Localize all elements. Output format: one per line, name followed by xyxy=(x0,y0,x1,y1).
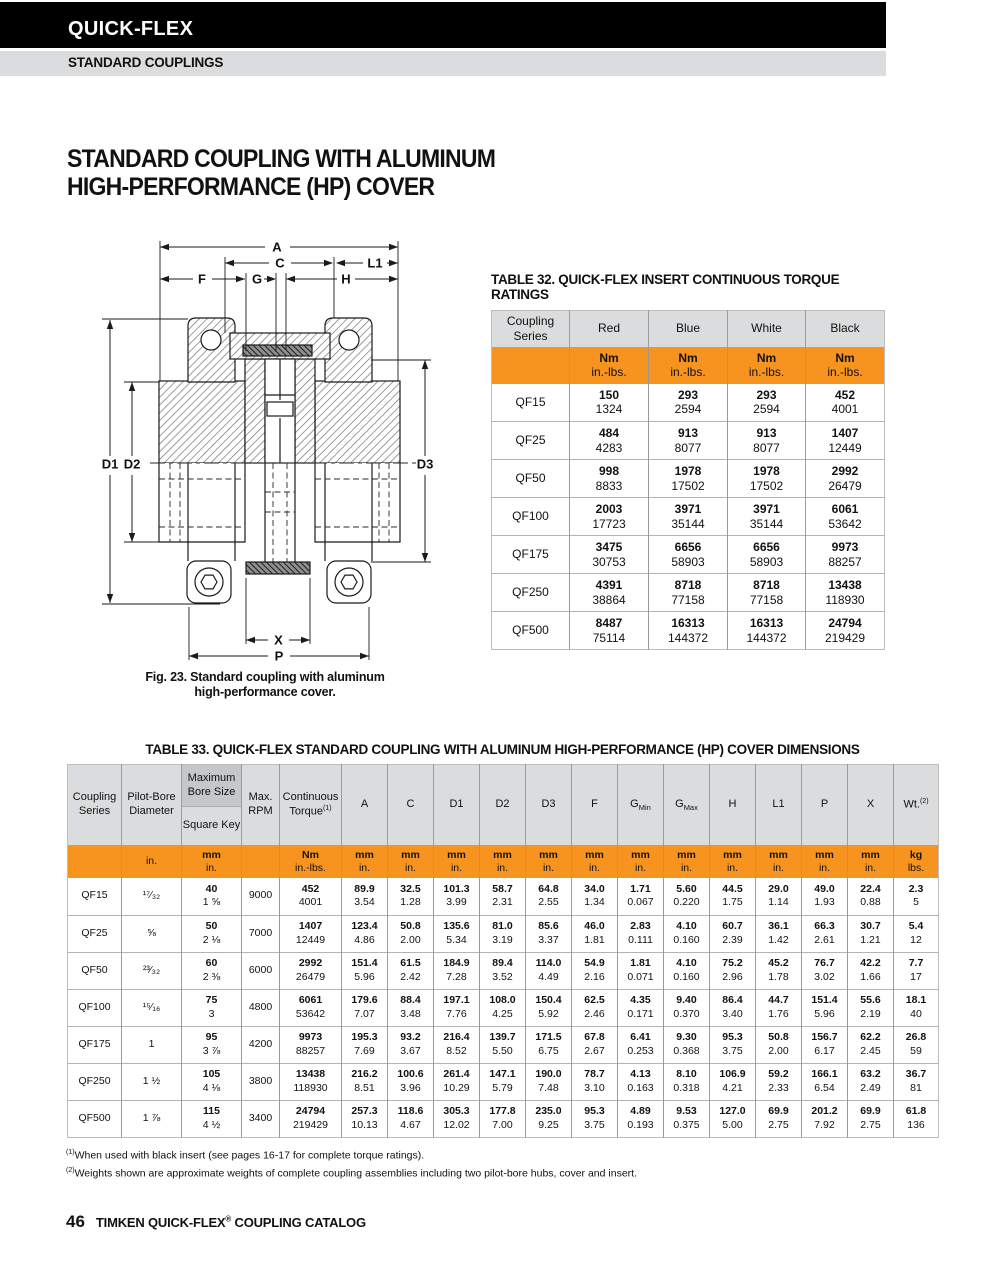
page-title xyxy=(67,146,495,201)
dimension-value-cell: 118.6 4.67 xyxy=(388,1100,434,1137)
dimension-value-cell: 101.3 3.99 xyxy=(434,878,480,915)
dimension-value-cell: 78.7 3.10 xyxy=(572,1063,618,1100)
torque-value-cell: 3971 35144 xyxy=(728,498,806,536)
coupling-series-cell: QF25 xyxy=(81,926,108,939)
torque-value-cell: 8487 75114 xyxy=(570,612,649,650)
dimension-value-cell: 452 4001 xyxy=(280,878,342,915)
units-cell: Nm in.-lbs. xyxy=(806,347,885,384)
dim-label-h: H xyxy=(341,271,351,287)
column-header-dim: D1 xyxy=(434,765,480,846)
dimension-value-cell: 46.0 1.81 xyxy=(572,915,618,952)
dimension-value-cell: 9.53 0.375 xyxy=(664,1100,710,1137)
torque-value-cell: 3475 30753 xyxy=(570,536,649,574)
dim-label-d2: D2 xyxy=(123,456,141,472)
dimension-value-cell: 66.3 2.61 xyxy=(802,915,848,952)
torque-value-cell: 3971 35144 xyxy=(649,498,728,536)
max-rpm-cell: 9000 xyxy=(242,878,280,915)
coupling-diagram xyxy=(60,232,480,668)
pilot-bore-cell: ¹⁵⁄₁₆ xyxy=(122,989,182,1026)
dimension-value-cell: 114.0 4.49 xyxy=(526,952,572,989)
dimension-value-cell: 58.7 2.31 xyxy=(480,878,526,915)
dimension-value-cell: 88.4 3.48 xyxy=(388,989,434,1026)
dim-label-p: P xyxy=(274,648,284,664)
dimension-value-cell: 34.0 1.34 xyxy=(572,878,618,915)
dimension-value-cell: 44.7 1.76 xyxy=(756,989,802,1026)
dimension-row xyxy=(68,1026,939,1063)
dim-label-g: G xyxy=(251,271,263,287)
table-32 xyxy=(491,272,884,650)
units-cell-torque: Nm in.-lbs. xyxy=(280,845,342,878)
dimension-value-cell: 62.2 2.45 xyxy=(848,1026,894,1063)
torque-value-cell: 4391 38864 xyxy=(570,574,649,612)
units-cell-dim: mm in. xyxy=(388,845,434,878)
square-key-label: Square Key xyxy=(182,819,241,832)
dimension-value-cell: 62.5 2.46 xyxy=(572,989,618,1026)
table-33-header-row xyxy=(68,765,939,846)
dimension-value-cell: 261.4 10.29 xyxy=(434,1063,480,1100)
dimension-value-cell: 156.7 6.17 xyxy=(802,1026,848,1063)
column-header-dim: $G_{Min}$ xyxy=(618,765,664,846)
dimension-value-cell: 5.60 0.220 xyxy=(664,878,710,915)
max-rpm-cell: 3400 xyxy=(242,1100,280,1137)
dim-label-c: C xyxy=(275,255,285,271)
dimension-value-cell: 4.89 0.193 xyxy=(618,1100,664,1137)
torque-row xyxy=(492,460,885,498)
column-header-max-bore xyxy=(182,765,242,846)
dimension-value-cell: 123.4 4.86 xyxy=(342,915,388,952)
dim-label-d1: D1 xyxy=(101,456,119,472)
column-header-black: Black xyxy=(806,311,885,347)
torque-value-cell: 293 2594 xyxy=(728,384,806,422)
dimension-value-cell: 139.7 5.50 xyxy=(480,1026,526,1063)
torque-value-cell: 6656 58903 xyxy=(649,536,728,574)
torque-value-cell: 24794 219429 xyxy=(806,612,885,650)
dim-label-l1: L1 xyxy=(367,255,383,271)
pilot-bore-cell: ²³⁄₃₂ xyxy=(122,952,182,989)
dimension-value-cell: 150.4 5.92 xyxy=(526,989,572,1026)
dimension-value-cell: 1.81 0.071 xyxy=(618,952,664,989)
units-cell: Nm in.-lbs. xyxy=(728,347,806,384)
dimension-value-cell: 216.2 8.51 xyxy=(342,1063,388,1100)
column-header-dim: $G_{Max}$ xyxy=(664,765,710,846)
dimension-value-cell: 197.1 7.76 xyxy=(434,989,480,1026)
figure-caption-line2: high-performance cover. xyxy=(194,685,336,699)
dimension-value-cell: 36.1 1.42 xyxy=(756,915,802,952)
torque-value-cell: 13438 118930 xyxy=(806,574,885,612)
dimension-value-cell: 64.8 2.55 xyxy=(526,878,572,915)
column-header-blue: Blue xyxy=(649,311,728,347)
dimension-row xyxy=(68,915,939,952)
units-cell-dim: mm in. xyxy=(664,845,710,878)
dimension-value-cell: 216.4 8.52 xyxy=(434,1026,480,1063)
brand-title: QUICK-FLEX xyxy=(68,18,194,40)
dimension-value-cell: 184.9 7.28 xyxy=(434,952,480,989)
torque-value-cell: 8718 77158 xyxy=(649,574,728,612)
dimension-value-cell: 2992 26479 xyxy=(280,952,342,989)
dimension-value-cell: 235.0 9.25 xyxy=(526,1100,572,1137)
dimension-value-cell: 81.0 3.19 xyxy=(480,915,526,952)
figure-23 xyxy=(60,232,480,668)
dimension-row xyxy=(68,952,939,989)
torque-value-cell: 484 4283 xyxy=(570,422,649,460)
dimension-value-cell: 2.3 5 xyxy=(894,878,939,915)
dimension-value-cell: 63.2 2.49 xyxy=(848,1063,894,1100)
torque-value-cell: 150 1324 xyxy=(570,384,649,422)
dimension-value-cell: 201.2 7.92 xyxy=(802,1100,848,1137)
dimension-value-cell: 7.7 17 xyxy=(894,952,939,989)
max-bore-size-label: Maximum Bore Size xyxy=(182,765,241,807)
pilot-bore-cell: 1 ½ xyxy=(122,1063,182,1100)
torque-row xyxy=(492,536,885,574)
coupling-series-cell: QF25 xyxy=(515,433,546,448)
table-33-title: TABLE 33. QUICK-FLEX STANDARD COUPLING WITH ALUMINUM HIGH-PERFORMANCE (HP) COVER DIMENSIONS xyxy=(145,742,860,757)
dimension-value-cell: 32.5 1.28 xyxy=(388,878,434,915)
torque-value-cell: 6061 53642 xyxy=(806,498,885,536)
units-cell-dim: mm in. xyxy=(756,845,802,878)
dimension-value-cell: 4.35 0.171 xyxy=(618,989,664,1026)
units-cell-bore: mm in. xyxy=(182,845,242,878)
dimension-value-cell: 69.9 2.75 xyxy=(848,1100,894,1137)
coupling-series-cell: QF250 xyxy=(78,1074,111,1087)
column-header-white: White xyxy=(728,311,806,347)
torque-value-cell: 452 4001 xyxy=(806,384,885,422)
column-header-dim: D3 xyxy=(526,765,572,846)
torque-value-cell: 293 2594 xyxy=(649,384,728,422)
torque-value-cell: 1407 12449 xyxy=(806,422,885,460)
coupling-series-cell: QF500 xyxy=(512,623,549,638)
dimension-value-cell: 100.6 3.96 xyxy=(388,1063,434,1100)
footnotes xyxy=(66,1147,637,1182)
dimension-value-cell: 106.9 4.21 xyxy=(710,1063,756,1100)
dimension-value-cell: 89.4 3.52 xyxy=(480,952,526,989)
section-label: STANDARD COUPLINGS xyxy=(68,55,224,70)
dimension-value-cell: 36.7 81 xyxy=(894,1063,939,1100)
dimension-value-cell: 42.2 1.66 xyxy=(848,952,894,989)
units-cell-empty xyxy=(492,347,570,384)
coupling-series-cell: QF250 xyxy=(512,585,549,600)
dimension-value-cell: 4.10 0.160 xyxy=(664,952,710,989)
column-header-dim: F xyxy=(572,765,618,846)
units-cell-empty xyxy=(68,845,122,878)
dimension-value-cell: 75.2 2.96 xyxy=(710,952,756,989)
dimension-value-cell: 69.9 2.75 xyxy=(756,1100,802,1137)
dimension-value-cell: 89.9 3.54 xyxy=(342,878,388,915)
column-header-red: Red xyxy=(570,311,649,347)
max-bore-cell: 60 2 ⅜ xyxy=(182,952,242,989)
dimension-value-cell: 49.0 1.93 xyxy=(802,878,848,915)
table-32-title: TABLE 32. QUICK-FLEX INSERT CONTINUOUS TORQUE RATINGS xyxy=(491,272,840,302)
max-bore-cell: 40 1 ⅝ xyxy=(182,878,242,915)
dimension-value-cell: 190.0 7.48 xyxy=(526,1063,572,1100)
dimension-value-cell: 177.8 7.00 xyxy=(480,1100,526,1137)
units-cell: Nm in.-lbs. xyxy=(570,347,649,384)
dimension-value-cell: 171.5 6.75 xyxy=(526,1026,572,1063)
units-cell-dim: mm in. xyxy=(848,845,894,878)
dimension-value-cell: 30.7 1.21 xyxy=(848,915,894,952)
dimension-value-cell: 26.8 59 xyxy=(894,1026,939,1063)
torque-value-cell: 8718 77158 xyxy=(728,574,806,612)
column-header-dim: H xyxy=(710,765,756,846)
units-cell-pilot-bore: in. xyxy=(122,845,182,878)
dimension-value-cell: 195.3 7.69 xyxy=(342,1026,388,1063)
max-rpm-cell: 4200 xyxy=(242,1026,280,1063)
dimension-value-cell: 8.10 0.318 xyxy=(664,1063,710,1100)
table-32-header-row xyxy=(492,311,885,347)
max-rpm-cell: 7000 xyxy=(242,915,280,952)
column-header-dim: X xyxy=(848,765,894,846)
dimension-value-cell: 1.71 0.067 xyxy=(618,878,664,915)
dimension-value-cell: 50.8 2.00 xyxy=(756,1026,802,1063)
dimension-value-cell: 135.6 5.34 xyxy=(434,915,480,952)
dimension-value-cell: 50.8 2.00 xyxy=(388,915,434,952)
footnote-2: $^{(2)}$Weights shown are approximate weights of complete coupling assemblies including two pilot-bore hubs, cover and insert. xyxy=(66,1166,637,1179)
max-bore-cell: 105 4 ⅛ xyxy=(182,1063,242,1100)
dim-label-d3: D3 xyxy=(416,456,434,472)
dimension-value-cell: 86.4 3.40 xyxy=(710,989,756,1026)
coupling-series-cell: QF50 xyxy=(81,963,108,976)
coupling-series-cell: QF500 xyxy=(78,1111,111,1124)
dim-label-x: X xyxy=(274,632,283,648)
dimension-row xyxy=(68,989,939,1026)
coupling-series-cell: QF100 xyxy=(512,509,549,524)
dimension-value-cell: 76.7 3.02 xyxy=(802,952,848,989)
dimension-value-cell: 93.2 3.67 xyxy=(388,1026,434,1063)
dimension-value-cell: 18.1 40 xyxy=(894,989,939,1026)
dimension-value-cell: 85.6 3.37 xyxy=(526,915,572,952)
figure-caption xyxy=(120,670,410,700)
pilot-bore-cell: 1 ⅞ xyxy=(122,1100,182,1137)
dimension-value-cell: 61.5 2.42 xyxy=(388,952,434,989)
dimension-value-cell: 2.83 0.111 xyxy=(618,915,664,952)
units-cell-dim: mm in. xyxy=(526,845,572,878)
dimension-row xyxy=(68,1063,939,1100)
torque-value-cell: 1978 17502 xyxy=(649,460,728,498)
table-32-units-row xyxy=(492,347,885,384)
catalog-title: TIMKEN QUICK-FLEX® COUPLING CATALOG xyxy=(95,1214,366,1230)
dimension-value-cell: 108.0 4.25 xyxy=(480,989,526,1026)
pilot-bore-cell: 1 xyxy=(122,1026,182,1063)
dimension-value-cell: 127.0 5.00 xyxy=(710,1100,756,1137)
pilot-bore-cell: ¹⁷⁄₃₂ xyxy=(122,878,182,915)
column-header-dim: P xyxy=(802,765,848,846)
dimension-value-cell: 60.7 2.39 xyxy=(710,915,756,952)
torque-value-cell: 998 8833 xyxy=(570,460,649,498)
dimension-value-cell: 67.8 2.67 xyxy=(572,1026,618,1063)
dimension-value-cell: 59.2 2.33 xyxy=(756,1063,802,1100)
max-bore-cell: 75 3 xyxy=(182,989,242,1026)
footnote-1: $^{(1)}$When used with black insert (see pages 16-17 for complete torque ratings). xyxy=(66,1149,425,1162)
units-cell-weight: kg lbs. xyxy=(894,845,939,878)
dim-label-f: F xyxy=(198,271,206,287)
units-cell-dim: mm in. xyxy=(618,845,664,878)
torque-value-cell: 913 8077 xyxy=(728,422,806,460)
section-bar xyxy=(0,51,886,76)
max-bore-cell: 50 2 ⅛ xyxy=(182,915,242,952)
dimension-value-cell: 6.41 0.253 xyxy=(618,1026,664,1063)
torque-value-cell: 9973 88257 xyxy=(806,536,885,574)
torque-row xyxy=(492,384,885,422)
dimension-value-cell: 4.13 0.163 xyxy=(618,1063,664,1100)
max-bore-cell: 115 4 ½ xyxy=(182,1100,242,1137)
torque-row xyxy=(492,422,885,460)
column-header-dim: C xyxy=(388,765,434,846)
max-bore-cell: 95 3 ⅞ xyxy=(182,1026,242,1063)
dimension-value-cell: 29.0 1.14 xyxy=(756,878,802,915)
page-footer xyxy=(66,1212,366,1232)
column-header-coupling-series: Coupling Series xyxy=(68,765,122,846)
column-header-continuous-torque: Continuous Torque$^{(1)}$ xyxy=(280,765,342,846)
dimension-row xyxy=(68,1100,939,1137)
dimension-row xyxy=(68,878,939,915)
dimension-value-cell: 45.2 1.78 xyxy=(756,952,802,989)
torque-row xyxy=(492,612,885,650)
dimension-value-cell: 95.3 3.75 xyxy=(572,1100,618,1137)
units-cell-dim: mm in. xyxy=(434,845,480,878)
dimension-value-cell: 44.5 1.75 xyxy=(710,878,756,915)
dimension-value-cell: 1407 12449 xyxy=(280,915,342,952)
units-cell-dim: mm in. xyxy=(342,845,388,878)
dimension-value-cell: 305.3 12.02 xyxy=(434,1100,480,1137)
units-cell-dim: mm in. xyxy=(572,845,618,878)
dimension-value-cell: 179.6 7.07 xyxy=(342,989,388,1026)
page-number: 46 xyxy=(66,1212,85,1231)
dimension-value-cell: 151.4 5.96 xyxy=(342,952,388,989)
dimension-value-cell: 22.4 0.88 xyxy=(848,878,894,915)
units-cell: Nm in.-lbs. xyxy=(649,347,728,384)
pilot-bore-cell: ⅝ xyxy=(122,915,182,952)
table-33-units-row xyxy=(68,845,939,878)
page-title-line2: HIGH-PERFORMANCE (HP) COVER xyxy=(67,172,435,201)
max-rpm-cell: 6000 xyxy=(242,952,280,989)
dimension-value-cell: 9.40 0.370 xyxy=(664,989,710,1026)
dimension-value-cell: 61.8 136 xyxy=(894,1100,939,1137)
page-title-line1: STANDARD COUPLING WITH ALUMINUM xyxy=(67,145,496,173)
units-cell-empty xyxy=(242,845,280,878)
dimension-value-cell: 24794 219429 xyxy=(280,1100,342,1137)
dimension-value-cell: 147.1 5.79 xyxy=(480,1063,526,1100)
dimension-value-cell: 54.9 2.16 xyxy=(572,952,618,989)
torque-value-cell: 6656 58903 xyxy=(728,536,806,574)
column-header-dim: L1 xyxy=(756,765,802,846)
coupling-series-cell: QF100 xyxy=(78,1000,111,1013)
units-cell-dim: mm in. xyxy=(480,845,526,878)
torque-value-cell: 2003 17723 xyxy=(570,498,649,536)
torque-value-cell: 16313 144372 xyxy=(728,612,806,650)
dimension-value-cell: 4.10 0.160 xyxy=(664,915,710,952)
coupling-series-cell: QF175 xyxy=(512,547,549,562)
coupling-series-cell: QF15 xyxy=(81,889,108,902)
column-header-coupling-series: Coupling Series xyxy=(492,311,570,347)
top-black-bar xyxy=(0,2,886,48)
coupling-series-cell: QF50 xyxy=(515,471,546,486)
torque-row xyxy=(492,498,885,536)
table-33 xyxy=(67,742,938,1138)
max-rpm-cell: 4800 xyxy=(242,989,280,1026)
dimension-value-cell: 95.3 3.75 xyxy=(710,1026,756,1063)
units-cell-dim: mm in. xyxy=(802,845,848,878)
torque-value-cell: 2992 26479 xyxy=(806,460,885,498)
coupling-series-cell: QF175 xyxy=(78,1037,111,1050)
coupling-series-cell: QF15 xyxy=(515,395,546,410)
torque-value-cell: 16313 144372 xyxy=(649,612,728,650)
column-header-pilot-bore: Pilot-Bore Diameter xyxy=(122,765,182,846)
dimension-value-cell: 6061 53642 xyxy=(280,989,342,1026)
column-header-dim: D2 xyxy=(480,765,526,846)
dimension-value-cell: 166.1 6.54 xyxy=(802,1063,848,1100)
torque-value-cell: 913 8077 xyxy=(649,422,728,460)
dim-label-a: A xyxy=(272,239,282,255)
column-header-dim: A xyxy=(342,765,388,846)
dimension-value-cell: 13438 118930 xyxy=(280,1063,342,1100)
dimension-value-cell: 257.3 10.13 xyxy=(342,1100,388,1137)
max-rpm-cell: 3800 xyxy=(242,1063,280,1100)
dimension-value-cell: 9.30 0.368 xyxy=(664,1026,710,1063)
torque-value-cell: 1978 17502 xyxy=(728,460,806,498)
units-cell-dim: mm in. xyxy=(710,845,756,878)
figure-caption-line1: Fig. 23. Standard coupling with aluminum xyxy=(145,670,385,684)
torque-row xyxy=(492,574,885,612)
column-header-weight: Wt.$^{(2)}$ xyxy=(894,765,939,846)
dimension-value-cell: 55.6 2.19 xyxy=(848,989,894,1026)
dimension-value-cell: 9973 88257 xyxy=(280,1026,342,1063)
dimension-value-cell: 5.4 12 xyxy=(894,915,939,952)
dimension-value-cell: 151.4 5.96 xyxy=(802,989,848,1026)
column-header-max-rpm: Max. RPM xyxy=(242,765,280,846)
